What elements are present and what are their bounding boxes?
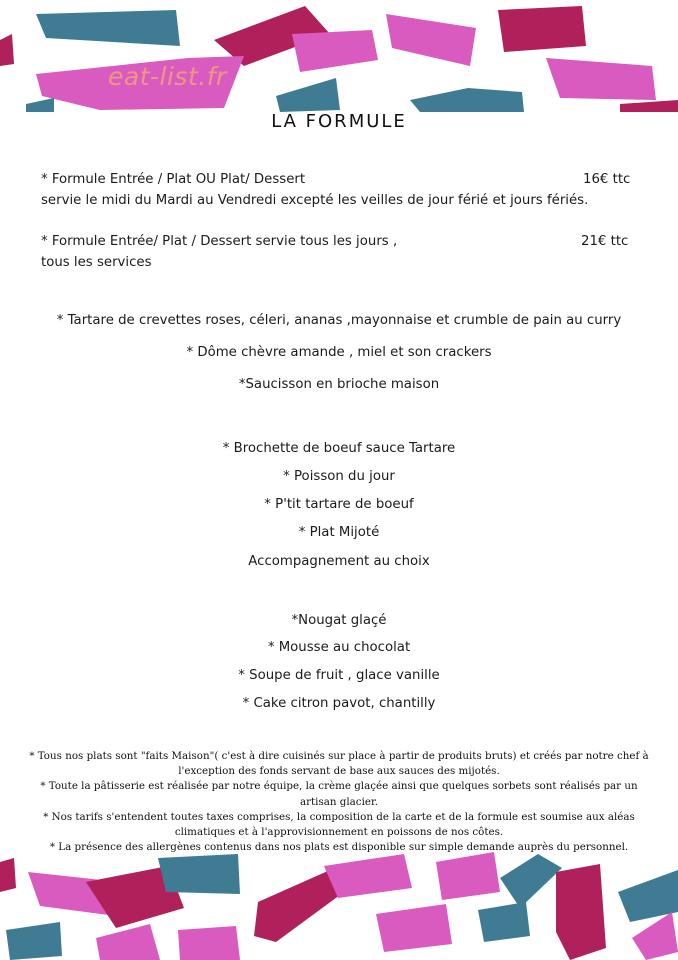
formula-2-title: * Formule Entrée/ Plat / Dessert servie tous les jours , (41, 234, 398, 249)
main-item: * P'tit tartare de boeuf (264, 497, 414, 512)
formula-2-details: tous les services (41, 255, 152, 270)
footnotes (24, 749, 654, 855)
dessert-item: * Mousse au chocolat (267, 640, 411, 655)
starter-item: * Dôme chèvre amande , miel et son crackers (186, 345, 492, 360)
bottom-brush-decoration (0, 852, 678, 960)
main-item: * Plat Mijoté (298, 525, 380, 540)
formula-1-price: 16€ ttc (583, 172, 631, 187)
formula-1-title: * Formule Entrée / Plat OU Plat/ Dessert (41, 172, 306, 187)
formula-2-price: 21€ ttc (581, 234, 629, 249)
dessert-item: * Cake citron pavot, chantilly (242, 696, 436, 711)
footnote: * Toute la pâtisserie est réalisée par notre équipe, la crème glaçée ainsi que quelques sorbets sont réalisés par un artisan glacier. (40, 780, 638, 808)
starter-item: *Saucisson en brioche maison (238, 377, 440, 392)
dessert-item: * Soupe de fruit , glace vanille (238, 668, 440, 683)
formula-1-details: servie le midi du Mardi au Vendredi excepté les veilles de jour férié et jours fériés. (41, 193, 589, 208)
top-brush-decoration (0, 0, 678, 112)
watermark-logo: eat-list.fr (108, 62, 227, 91)
brush-strokes-top (0, 6, 678, 112)
main-item: * Poisson du jour (283, 469, 395, 484)
page-title: LA FORMULE (271, 111, 407, 132)
main-side-note: Accompagnement au choix (248, 554, 430, 569)
brush-strokes-bottom (0, 852, 678, 960)
footnote: * Nos tarifs s'entendent toutes taxes comprises, la composition de la carte et de la formule est soumise aux aléas climatiques et à l'approvisionnement en poissons de nos côtes. (43, 810, 635, 839)
footnote: * La présence des allergènes contenus dans nos plats est disponible sur simple demande auprès du personnel. (49, 841, 629, 854)
dessert-item: *Nougat glaçé (291, 613, 387, 628)
starter-item: * Tartare de crevettes roses, céleri, ananas ,mayonnaise et crumble de pain au curry (56, 313, 622, 328)
footnote: * Tous nos plats sont "faits Maison"( c'est à dire cuisinés sur place à partir de produits bruts) et créés par notre chef à l'exception des fonds servant de base aux sauces des mijotés. (29, 750, 649, 778)
main-item: * Brochette de boeuf sauce Tartare (222, 441, 456, 456)
